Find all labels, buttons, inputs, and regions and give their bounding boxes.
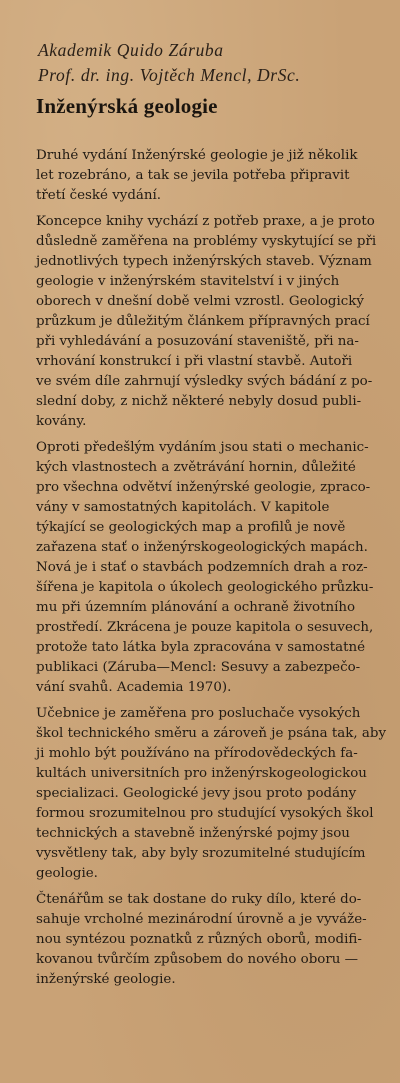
text-line: průzkum je důležitým článkem přípravných prací [36,314,370,329]
text-line: kultách universitních pro inženýrskogeologickou [36,766,367,781]
text-line: šířena je kapitola o úkolech geologického průzku- [36,580,374,595]
text-line: kých vlastnostech a zvětrávání hornin, důležité [36,460,356,475]
text-line: vány v samostatných kapitolách. V kapitole [36,500,330,515]
text-line: jednotlivých typech inženýrských staveb. Význam [36,254,372,269]
blurb-paragraph [36,212,381,432]
text-line: vání svahů. Academia 1970). [36,680,232,695]
text-line: Druhé vydání Inženýrské geologie je již několik [36,148,358,163]
text-line: formou srozumitelnou pro studující vysokých škol [36,806,374,821]
text-line: týkající se geologických map a profilů je nově [36,520,346,535]
text-line: slední doby, z nichž některé nebyly dosud publi- [36,394,362,409]
blurb-paragraph [36,704,387,884]
blurb-paragraph [36,438,381,698]
text-line: vysvětleny tak, aby byly srozumitelné studujícím [36,846,366,861]
blurb-paragraph [36,890,381,990]
text-line: Čtenářům se tak dostane do ruky dílo, které do- [36,892,362,907]
text-line: specializaci. Geologické jevy jsou proto podány [36,786,357,801]
text-line: zařazena stať o inženýrskogeologických mapách. [36,540,368,555]
text-line: při vyhledávání a posuzování staveniště, při na- [36,334,359,349]
book-title: Inženýrská geologie [36,94,218,118]
blurb-text [36,146,387,996]
text-line: publikaci (Záruba—Mencl: Sesuvy a zabezpečo- [36,660,361,675]
author-name: Akademik Quido Záruba [38,40,224,60]
text-line: Oproti předešlým vydáním jsou stati o mechanic- [36,440,369,455]
text-line: Koncepce knihy vychází z potřeb praxe, a je proto [36,214,375,229]
text-line: prostředí. Zkrácena je pouze kapitola o sesuvech, [36,620,374,635]
text-line: geologie v inženýrském stavitelství i v jiných [36,274,340,289]
blurb-paragraph [36,146,381,206]
text-line: třetí české vydání. [36,188,162,203]
text-line: důsledně zaměřena na problémy vyskytující se při [36,234,377,249]
text-line: mu při územním plánování a ochraně životního [36,600,356,615]
text-line: škol technického směru a zároveň je psána tak, aby [36,726,387,741]
text-line: pro všechna odvětví inženýrské geologie, zpraco- [36,480,371,495]
text-line: let rozebráno, a tak se jevila potřeba připravit [36,168,350,183]
author-list [38,38,378,88]
text-line: sahuje vrcholné mezinárodní úrovně a je vyváže- [36,912,367,927]
text-line: geologie. [36,866,98,881]
author-name: Prof. dr. ing. Vojtěch Mencl, DrSc. [38,65,301,85]
text-line: protože tato látka byla zpracována v samostatné [36,640,366,655]
text-line: kovanou tvůrčím způsobem do nového oboru — [36,952,359,967]
text-line: Nová je i stať o stavbách podzemních drah a roz- [36,560,368,575]
text-line: kovány. [36,414,87,429]
text-line: ji mohlo být používáno na přírodovědeckých fa- [36,746,358,761]
text-line: ve svém díle zahrnují výsledky svých bádání z po- [36,374,373,389]
text-line: Učebnice je zaměřena pro posluchače vysokých [36,706,361,721]
text-line: vrhování konstrukcí i při vlastní stavbě. Autoři [36,354,353,369]
text-line: technických a stavebně inženýrské pojmy jsou [36,826,350,841]
text-line: inženýrské geologie. [36,972,176,987]
text-line: nou syntézou poznatků z různých oborů, modifi- [36,932,362,947]
text-line: oborech v dnešní době velmi vzrostl. Geologický [36,294,364,309]
